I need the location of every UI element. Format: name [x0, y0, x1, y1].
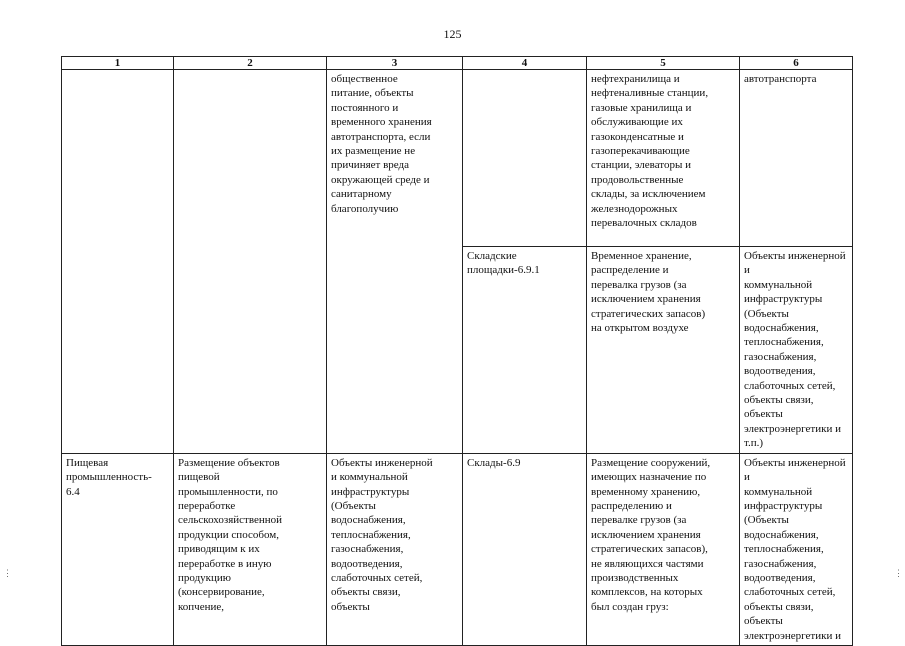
column-header-4: 4 [463, 57, 587, 70]
table-cell-empty [174, 70, 327, 454]
scan-mark-right: ⋮ [894, 568, 903, 578]
table-cell-description: нефтехранилища и нефтеналивные станции, газовые хранилища и обслуживающие их газоконденсатные и газоперекачивающие станции, элеваторы и продовольственные склады, за исключением железнодорожных перевалочных складов [587, 70, 740, 247]
table-cell-description: Размещение сооружений, имеющих назначение по временному хранению, распределению и перевалке грузов (за исключением хранения стратегических запасов), не являющихся частями производственных комплексов, на которых был создан груз: [587, 453, 740, 645]
header-row [62, 57, 853, 70]
table-cell-empty [463, 70, 587, 247]
table-row [62, 453, 853, 645]
table-cell-description: Временное хранение, распределение и перевалка грузов (за исключением хранения стратегических запасов) на открытом воздухе [587, 247, 740, 454]
scan-mark-left: ⋮ [3, 568, 12, 578]
column-header-5: 5 [587, 57, 740, 70]
column-header-2: 2 [174, 57, 327, 70]
table-cell-empty [62, 70, 174, 454]
page-number: 125 [443, 27, 462, 41]
column-header-1: 1 [62, 57, 174, 70]
column-header-3: 3 [327, 57, 463, 70]
table-cell-use-type: Пищевая промышленность- 6.4 [62, 453, 174, 645]
table-row [62, 70, 853, 247]
table-cell-auxiliary: автотранспорта [740, 70, 853, 247]
table-cell-allowed-uses: общественное питание, объекты постоянного и временного хранения автотранспорта, если их размещение не причиняет вреда окружающей среде и санитарному благополучию [327, 70, 463, 454]
table-cell-auxiliary: Объекты инженерной и коммунальной инфраструктуры (Объекты водоснабжения, теплоснабжения, газоснабжения, водоотведения, слаботочных сетей, объекты связи, объекты электроэнергетики и [740, 453, 853, 645]
table-cell-description: Размещение объектов пищевой промышленности, по переработке сельскохозяйственной продукции способом, приводящим к их переработке в иную продукцию (консервирование, копчение, [174, 453, 327, 645]
table-cell-auxiliary: Объекты инженерной и коммунальной инфраструктуры (Объекты водоснабжения, теплоснабжения, газоснабжения, водоотведения, слаботочных сетей, объекты связи, объекты электроэнергетики и т.п.) [740, 247, 853, 454]
column-header-6: 6 [740, 57, 853, 70]
table-cell-use-type: Складские площадки-6.9.1 [463, 247, 587, 454]
zoning-table [61, 56, 853, 646]
table-cell-allowed-uses: Объекты инженерной и коммунальной инфраструктуры (Объекты водоснабжения, теплоснабжения, газоснабжения, водоотведения, слаботочных сетей, объекты связи, объекты [327, 453, 463, 645]
table-cell-use-type: Склады-6.9 [463, 453, 587, 645]
